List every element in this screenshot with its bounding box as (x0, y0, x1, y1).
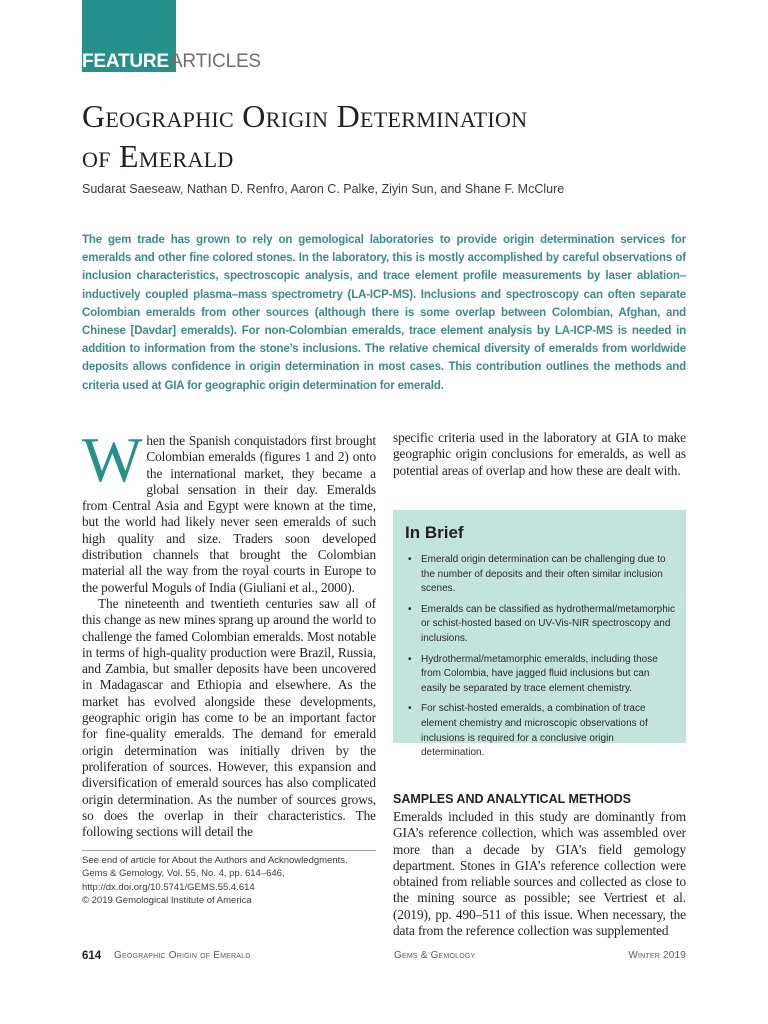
drop-cap: W (82, 424, 143, 495)
footnote-divider (82, 850, 376, 851)
bullet-icon: • (408, 603, 412, 615)
footnotes (82, 854, 376, 907)
page-number: 614 (82, 950, 102, 962)
footnote-author-info: See end of article for About the Authors and Acknowledgments. (82, 855, 348, 866)
body-paragraph-4: Emeralds included in this study are dominantly from GIA’s reference collection, which was assembled over more than a decade by GIA’s field gemology department. Stones in GIA’s reference collection were obtained from reliable sources and collected as close to the mining source as possible; see Vertriest et al. (2019), pp. 490–511 of this issue. When necessary, the data from the reference collection was supplemented (393, 809, 686, 939)
section-heading-samples: SAMPLES AND ANALYTICAL METHODS (393, 792, 631, 806)
author-list: Sudarat Saeseaw, Nathan D. Renfro, Aaron C. Palke, Ziyin Sun, and Shane F. McClure (82, 182, 565, 196)
issue-label: Winter 2019 (628, 950, 686, 961)
bullet-icon: • (408, 554, 412, 565)
in-brief-box (393, 510, 686, 759)
in-brief-item (405, 603, 675, 647)
in-brief-item-text: For schist-hosted emeralds, a combination of trace element chemistry and microscopic observations of inclusions is required for a conclusive origin determination. (421, 703, 648, 759)
section-label-articles: ARTICLES (169, 51, 261, 72)
running-title: Geographic Origin of Emerald (114, 950, 251, 961)
in-brief-item-text: Hydrothermal/metamorphic emeralds, including those from Colombia, have jagged fluid inclusions but can easily be separated by trace element chemistry. (421, 653, 658, 694)
in-brief-item (405, 702, 675, 760)
in-brief-item (405, 653, 675, 697)
title-line-1: Geographic Origin Determination (82, 98, 528, 134)
in-brief-item-text: Emerald origin determination can be challenging due to the number of deposits and their often similar inclusion scenes. (421, 554, 666, 595)
in-brief-list (405, 553, 675, 761)
bullet-icon: • (408, 653, 412, 665)
paragraph-1-text: hen the Spanish conquistadors first brought Colombian emeralds (figures 1 and 2) onto the international market, they became a global sensation in their day. Emeralds from Central Asia and Egypt were known at the time, but the world had likely never seen emeralds of such high quality and size. Traders soon developed distribution channels that brought the Colombian material all the way from the royal courts in Europe to the powerful Moguls of India (Giuliani et al., 2000). (82, 433, 376, 595)
body-column-left (82, 424, 376, 840)
footnote-citation: Gems & Gemology, Vol. 55, No. 4, pp. 614–646, (82, 868, 285, 880)
journal-name: Gems & Gemology (394, 950, 476, 961)
page-footer (82, 948, 686, 964)
abstract: The gem trade has grown to rely on gemological laboratories to provide origin determination services for emeralds and other fine colored stones. In the laboratory, this is mostly accomplished by careful observations of inclusion characteristics, spectroscopic analysis, and trace element profile measurements by laser ablation–inductively coupled plasma–mass spectrometry (LA-ICP-MS). Inclusions and spectroscopy can often separate Colombian emeralds from other sources (although there is some overlap between Colombian, Afghan, and Chinese [Davdar] emeralds). For non-Colombian emeralds, trace element analysis by LA-ICP-MS is needed in addition to information from the stone’s inclusions. The relative chemical diversity of emeralds from worldwide deposits allows confidence in origin determination in most cases. This contribution outlines the methods and criteria used at GIA for geographic origin determination for emerald. (82, 234, 686, 392)
body-paragraph-3: specific criteria used in the laboratory at GIA to make geographic origin conclusions for emeralds, as well as potential areas of overlap and how these are dealt with. (393, 430, 686, 478)
title-line-2: of Emerald (82, 138, 234, 174)
footnote-doi-link[interactable]: http://dx.doi.org/10.5741/GEMS.55.4.614 (82, 881, 255, 893)
in-brief-item-text: Emeralds can be classified as hydrothermal/metamorphic or schist-hosted based on UV-Vis-NIR spectroscopy and inclusions. (421, 603, 675, 644)
bullet-icon: • (408, 703, 412, 715)
section-label-feature: FEATURE (82, 51, 169, 72)
section-label (82, 50, 261, 74)
footnote-copyright: © 2019 Gemological Institute of America (82, 894, 252, 906)
in-brief-title: In Brief (405, 523, 464, 542)
body-column-right-bottom (393, 809, 686, 939)
article-title (82, 96, 702, 176)
body-column-right-top (393, 430, 686, 479)
in-brief-item (405, 553, 675, 597)
body-paragraph-2: The nineteenth and twentieth centuries saw all of this change as new mines sprang up around the world to challenge the famed Colombian emeralds. Most notable in terms of high-quality production were Brazil, Russia, and Zambia, but smaller deposits have been uncovered in Madagascar and Ethiopia and elsewhere. As the market has evolved alongside these developments, geographic origin has come to be an important factor for fine-quality emeralds. The demand for emerald origin determination was initially driven by the proliferation of sources. However, this expansion and diversification of emerald sources has also complicated origin determination. As the number of sources grows, so does the overlap in their characteristics. The following sections will detail the (82, 595, 376, 840)
body-paragraph-1 (82, 424, 376, 596)
